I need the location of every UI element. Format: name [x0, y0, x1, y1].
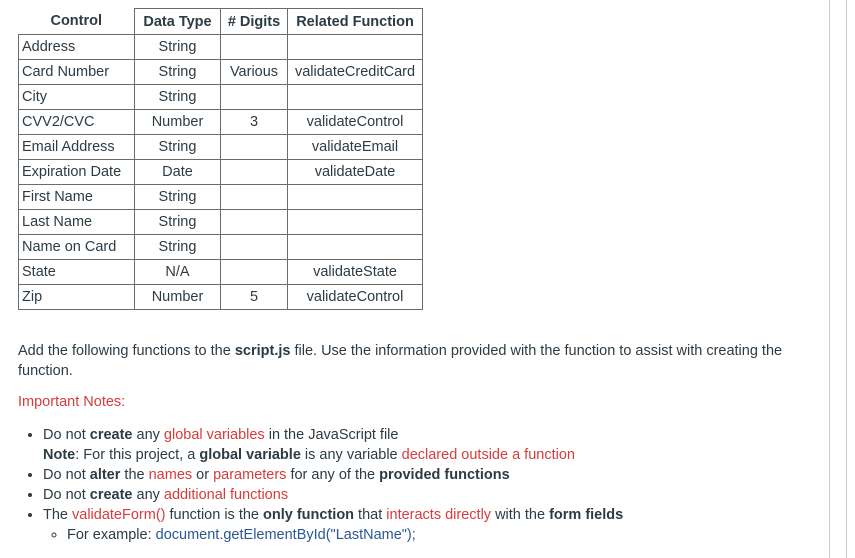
cell-data-type: Number	[135, 285, 221, 310]
note-highlight: names	[148, 467, 193, 483]
cell-related-function: validateCreditCard	[288, 60, 423, 85]
note-highlight: validateForm()	[72, 507, 166, 523]
note-item	[43, 485, 833, 505]
cell-digits: 5	[221, 285, 288, 310]
note-text: in the JavaScript file	[264, 427, 399, 443]
cell-data-type: Number	[135, 110, 221, 135]
cell-data-type: String	[135, 185, 221, 210]
cell-digits	[221, 85, 288, 110]
cell-related-function	[288, 210, 423, 235]
note-text: for any of the	[286, 467, 380, 483]
cell-data-type: String	[135, 235, 221, 260]
intro-file-name: script.js	[234, 343, 291, 359]
note-bold: create	[89, 487, 133, 503]
table-row	[19, 110, 423, 135]
cell-control: State	[19, 260, 135, 285]
note-text: the	[120, 467, 149, 483]
table-row	[19, 60, 423, 85]
note-bold: global variable	[199, 447, 301, 463]
cell-related-function: validateControl	[288, 285, 423, 310]
intro-text-1: Add the following functions to the	[18, 343, 235, 359]
cell-control: Zip	[19, 285, 135, 310]
header-control: Control	[19, 9, 135, 35]
note-item	[43, 425, 833, 465]
table-row	[19, 160, 423, 185]
cell-digits	[221, 35, 288, 60]
note-item	[43, 465, 833, 485]
note-subitem	[67, 525, 833, 545]
note-text: with the	[491, 507, 550, 523]
cell-related-function: validateControl	[288, 110, 423, 135]
cell-control: Last Name	[19, 210, 135, 235]
note-text: The	[43, 507, 73, 523]
note-highlight: additional functions	[163, 487, 289, 503]
table-row	[19, 185, 423, 210]
note-text: Do not	[43, 487, 90, 503]
cell-digits: Various	[221, 60, 288, 85]
header-related-function: Related Function	[288, 9, 423, 35]
notes-sublist	[43, 525, 833, 545]
note-text: or	[192, 467, 214, 483]
note-text: that	[354, 507, 387, 523]
cell-control: Name on Card	[19, 235, 135, 260]
cell-data-type: Date	[135, 160, 221, 185]
note-bold: alter	[89, 467, 121, 483]
cell-related-function: validateState	[288, 260, 423, 285]
table-row	[19, 260, 423, 285]
cell-related-function: validateEmail	[288, 135, 423, 160]
note-item	[43, 505, 833, 545]
note-text: any	[132, 427, 164, 443]
code-example: document.getElementById("LastName");	[155, 527, 416, 543]
intro-text-2: file. Use the information provided with the function to assist with creating the function.	[18, 343, 783, 379]
table-row	[19, 35, 423, 60]
note-text: Do not	[43, 467, 90, 483]
table-row	[19, 235, 423, 260]
notes-list	[18, 425, 833, 545]
table-header-row	[19, 9, 423, 35]
note-highlight: declared outside a function	[401, 447, 575, 463]
cell-digits	[221, 135, 288, 160]
table-row	[19, 210, 423, 235]
cell-related-function	[288, 35, 423, 60]
note-highlight: global variables	[163, 427, 265, 443]
cell-related-function: validateDate	[288, 160, 423, 185]
cell-digits	[221, 185, 288, 210]
cell-data-type: String	[135, 35, 221, 60]
cell-control: Card Number	[19, 60, 135, 85]
cell-digits	[221, 235, 288, 260]
note-bold: provided functions	[379, 467, 510, 483]
note-text: any	[132, 487, 164, 503]
note-text: : For this project, a	[75, 447, 200, 463]
cell-control: City	[19, 85, 135, 110]
header-data-type: Data Type	[135, 9, 221, 35]
cell-digits	[221, 260, 288, 285]
scroll-frame-edge	[846, 0, 847, 558]
table-row	[19, 85, 423, 110]
cell-control: Email Address	[19, 135, 135, 160]
cell-data-type: String	[135, 135, 221, 160]
table-row	[19, 285, 423, 310]
note-text: For example:	[67, 527, 156, 543]
cell-control: CVV2/CVC	[19, 110, 135, 135]
cell-related-function	[288, 185, 423, 210]
cell-digits	[221, 160, 288, 185]
cell-data-type: String	[135, 85, 221, 110]
note-highlight: parameters	[213, 467, 287, 483]
cell-digits: 3	[221, 110, 288, 135]
cell-control: Expiration Date	[19, 160, 135, 185]
note-bold: Note	[43, 447, 76, 463]
note-text: Do not	[43, 427, 90, 443]
cell-data-type: String	[135, 210, 221, 235]
note-bold: form fields	[549, 507, 624, 523]
table-row	[19, 135, 423, 160]
cell-digits	[221, 210, 288, 235]
fields-table	[18, 8, 423, 310]
cell-related-function	[288, 235, 423, 260]
intro-paragraph	[18, 341, 808, 381]
cell-related-function	[288, 85, 423, 110]
note-highlight: interacts directly	[386, 507, 492, 523]
cell-data-type: N/A	[135, 260, 221, 285]
note-bold: only function	[263, 507, 355, 523]
note-text: function is the	[165, 507, 264, 523]
note-bold: create	[89, 427, 133, 443]
cell-data-type: String	[135, 60, 221, 85]
header-digits: # Digits	[221, 9, 288, 35]
notes-heading: Important Notes:	[18, 394, 126, 410]
cell-control: Address	[19, 35, 135, 60]
cell-control: First Name	[19, 185, 135, 210]
note-text: is any variable	[300, 447, 402, 463]
